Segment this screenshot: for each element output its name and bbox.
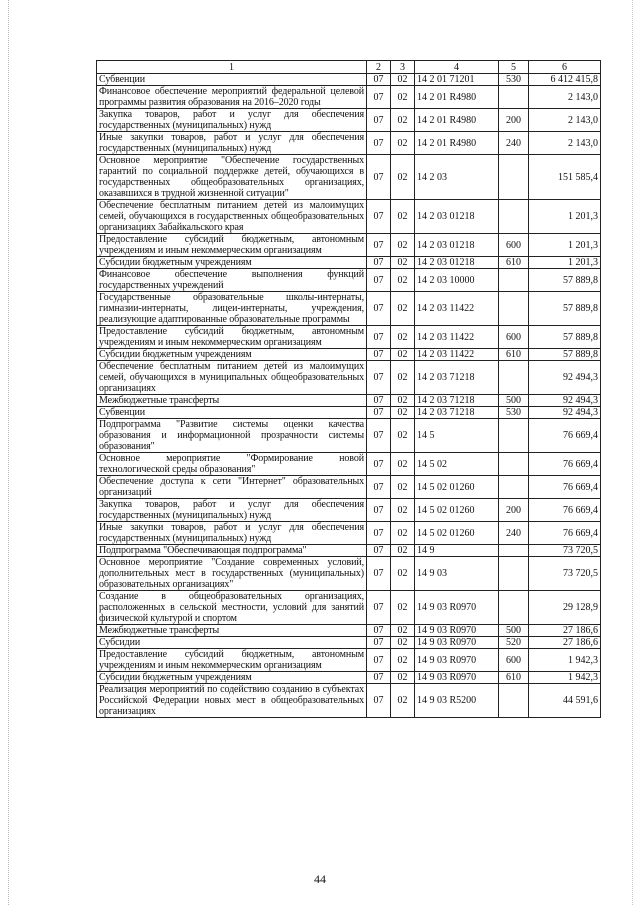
row-name: Государственные образовательные школы-интернаты, гимназии-интернаты, лицеи-интернаты, учреждения, реализующие адаптированные образовательные программы <box>97 292 367 326</box>
row-name: Субсидии бюджетным учреждениям <box>97 672 367 684</box>
row-amount: 76 669,4 <box>529 476 601 499</box>
table-row <box>97 684 601 718</box>
row-name: Предоставление субсидий бюджетным, автономным учреждениям и иным некоммерческим организациям <box>97 234 367 257</box>
row-section: 07 <box>367 257 391 269</box>
row-target-code: 14 9 03 R0970 <box>415 625 499 637</box>
row-amount: 27 186,6 <box>529 637 601 649</box>
row-expense-type: 610 <box>499 257 529 269</box>
row-target-code: 14 2 03 71218 <box>415 395 499 407</box>
row-section: 07 <box>367 545 391 557</box>
row-section: 07 <box>367 684 391 718</box>
row-amount: 1 201,3 <box>529 200 601 234</box>
row-section: 07 <box>367 672 391 684</box>
row-amount: 73 720,5 <box>529 557 601 591</box>
row-expense-type <box>499 200 529 234</box>
row-expense-type <box>499 292 529 326</box>
row-name: Иные закупки товаров, работ и услуг для обеспечения государственных (муниципальных) нужд <box>97 522 367 545</box>
table-row <box>97 269 601 292</box>
row-target-code: 14 9 <box>415 545 499 557</box>
row-subsection: 02 <box>391 86 415 109</box>
row-target-code: 14 2 01 R4980 <box>415 86 499 109</box>
table-row <box>97 257 601 269</box>
row-section: 07 <box>367 395 391 407</box>
row-subsection: 02 <box>391 545 415 557</box>
table-row <box>97 476 601 499</box>
row-subsection: 02 <box>391 407 415 419</box>
row-subsection: 02 <box>391 200 415 234</box>
row-section: 07 <box>367 292 391 326</box>
col-header-3: 3 <box>391 61 415 74</box>
table-row <box>97 419 601 453</box>
budget-table <box>96 60 601 718</box>
row-target-code: 14 2 03 11422 <box>415 349 499 361</box>
row-name: Основное мероприятие "Создание современных условий, дополнительных мест в государственных (муниципальных) образовательных организациях" <box>97 557 367 591</box>
row-subsection: 02 <box>391 132 415 155</box>
table-row <box>97 349 601 361</box>
row-amount: 44 591,6 <box>529 684 601 718</box>
table-row <box>97 132 601 155</box>
row-target-code: 14 2 01 R4980 <box>415 109 499 132</box>
row-subsection: 02 <box>391 361 415 395</box>
row-section: 07 <box>367 407 391 419</box>
row-name: Иные закупки товаров, работ и услуг для обеспечения государственных (муниципальных) нужд <box>97 132 367 155</box>
row-expense-type: 530 <box>499 407 529 419</box>
row-expense-type: 520 <box>499 637 529 649</box>
row-target-code: 14 2 03 01218 <box>415 234 499 257</box>
row-subsection: 02 <box>391 292 415 326</box>
row-expense-type <box>499 361 529 395</box>
row-section: 07 <box>367 361 391 395</box>
row-target-code: 14 9 03 R0970 <box>415 591 499 625</box>
row-expense-type <box>499 545 529 557</box>
row-target-code: 14 9 03 R5200 <box>415 684 499 718</box>
row-section: 07 <box>367 419 391 453</box>
row-expense-type: 240 <box>499 132 529 155</box>
table-row <box>97 361 601 395</box>
row-section: 07 <box>367 155 391 200</box>
row-amount: 57 889,8 <box>529 349 601 361</box>
row-amount: 2 143,0 <box>529 86 601 109</box>
row-subsection: 02 <box>391 637 415 649</box>
row-name: Закупка товаров, работ и услуг для обеспечения государственных (муниципальных) нужд <box>97 499 367 522</box>
row-target-code: 14 2 03 01218 <box>415 257 499 269</box>
table-row <box>97 86 601 109</box>
row-expense-type: 500 <box>499 625 529 637</box>
row-amount: 6 412 415,8 <box>529 74 601 86</box>
row-target-code: 14 2 01 71201 <box>415 74 499 86</box>
row-amount: 151 585,4 <box>529 155 601 200</box>
row-name: Подпрограмма "Развитие системы оценки качества образования и информационной прозрачности системы образования" <box>97 419 367 453</box>
row-section: 07 <box>367 557 391 591</box>
row-subsection: 02 <box>391 684 415 718</box>
row-subsection: 02 <box>391 476 415 499</box>
page-number: 44 <box>314 872 326 886</box>
row-section: 07 <box>367 74 391 86</box>
row-target-code: 14 9 03 R0970 <box>415 672 499 684</box>
table-row <box>97 625 601 637</box>
row-name: Межбюджетные трансферты <box>97 625 367 637</box>
row-name: Подпрограмма "Обеспечивающая подпрограмма" <box>97 545 367 557</box>
row-name: Субсидии бюджетным учреждениям <box>97 349 367 361</box>
row-subsection: 02 <box>391 453 415 476</box>
col-header-2: 2 <box>367 61 391 74</box>
row-target-code: 14 2 03 10000 <box>415 269 499 292</box>
row-name: Обеспечение доступа к сети "Интернет" образовательных организаций <box>97 476 367 499</box>
row-expense-type: 610 <box>499 349 529 361</box>
col-header-4: 4 <box>415 61 499 74</box>
row-expense-type <box>499 557 529 591</box>
table-row <box>97 499 601 522</box>
table-row <box>97 545 601 557</box>
row-name: Субвенции <box>97 74 367 86</box>
row-section: 07 <box>367 132 391 155</box>
row-section: 07 <box>367 637 391 649</box>
row-name: Предоставление субсидий бюджетным, автономным учреждениям и иным некоммерческим организациям <box>97 326 367 349</box>
table-row <box>97 591 601 625</box>
row-name: Субсидии бюджетным учреждениям <box>97 257 367 269</box>
table-header-row <box>97 61 601 74</box>
row-amount: 76 669,4 <box>529 419 601 453</box>
row-target-code: 14 2 03 11422 <box>415 326 499 349</box>
row-section: 07 <box>367 453 391 476</box>
table-row <box>97 557 601 591</box>
row-target-code: 14 5 02 <box>415 453 499 476</box>
row-subsection: 02 <box>391 419 415 453</box>
row-target-code: 14 2 03 71218 <box>415 361 499 395</box>
row-expense-type: 200 <box>499 499 529 522</box>
row-section: 07 <box>367 109 391 132</box>
row-subsection: 02 <box>391 155 415 200</box>
row-expense-type <box>499 155 529 200</box>
row-amount: 57 889,8 <box>529 269 601 292</box>
row-target-code: 14 5 02 01260 <box>415 499 499 522</box>
row-amount: 1 942,3 <box>529 649 601 672</box>
row-amount: 2 143,0 <box>529 132 601 155</box>
row-target-code: 14 2 03 <box>415 155 499 200</box>
row-name: Обеспечение бесплатным питанием детей из малоимущих семей, обучающихся в государственных общеобразовательных организациях Забайкальского края <box>97 200 367 234</box>
row-amount: 27 186,6 <box>529 625 601 637</box>
row-expense-type <box>499 476 529 499</box>
row-target-code: 14 2 03 11422 <box>415 292 499 326</box>
row-subsection: 02 <box>391 649 415 672</box>
row-subsection: 02 <box>391 591 415 625</box>
row-section: 07 <box>367 499 391 522</box>
row-subsection: 02 <box>391 557 415 591</box>
row-target-code: 14 5 02 01260 <box>415 476 499 499</box>
table-row <box>97 292 601 326</box>
row-name: Основное мероприятие "Формирование новой технологической среды образования" <box>97 453 367 476</box>
row-expense-type: 530 <box>499 74 529 86</box>
row-section: 07 <box>367 522 391 545</box>
row-amount: 92 494,3 <box>529 407 601 419</box>
row-name: Субсидии <box>97 637 367 649</box>
row-name: Создание в общеобразовательных организациях, расположенных в сельской местности, условий для занятий физической культурой и спортом <box>97 591 367 625</box>
table-row <box>97 109 601 132</box>
scan-edge-left <box>8 0 10 905</box>
row-section: 07 <box>367 349 391 361</box>
row-subsection: 02 <box>391 234 415 257</box>
row-target-code: 14 9 03 R0970 <box>415 649 499 672</box>
row-amount: 1 201,3 <box>529 234 601 257</box>
row-subsection: 02 <box>391 326 415 349</box>
row-subsection: 02 <box>391 522 415 545</box>
table-row <box>97 453 601 476</box>
table-row <box>97 522 601 545</box>
row-expense-type <box>499 86 529 109</box>
row-amount: 29 128,9 <box>529 591 601 625</box>
row-expense-type <box>499 684 529 718</box>
row-amount: 1 942,3 <box>529 672 601 684</box>
row-section: 07 <box>367 200 391 234</box>
row-subsection: 02 <box>391 349 415 361</box>
table-row <box>97 326 601 349</box>
row-expense-type: 600 <box>499 326 529 349</box>
row-section: 07 <box>367 591 391 625</box>
table-row <box>97 672 601 684</box>
row-subsection: 02 <box>391 672 415 684</box>
row-target-code: 14 9 03 <box>415 557 499 591</box>
row-section: 07 <box>367 649 391 672</box>
row-name: Обеспечение бесплатным питанием детей из малоимущих семей, обучающихся в муниципальных общеобразовательных организациях <box>97 361 367 395</box>
row-name: Закупка товаров, работ и услуг для обеспечения государственных (муниципальных) нужд <box>97 109 367 132</box>
row-section: 07 <box>367 476 391 499</box>
row-amount: 76 669,4 <box>529 522 601 545</box>
table-row <box>97 155 601 200</box>
row-expense-type: 600 <box>499 234 529 257</box>
row-subsection: 02 <box>391 269 415 292</box>
col-header-6: 6 <box>529 61 601 74</box>
row-amount: 76 669,4 <box>529 453 601 476</box>
row-amount: 76 669,4 <box>529 499 601 522</box>
table-body <box>97 74 601 718</box>
table-row <box>97 407 601 419</box>
row-name: Субвенции <box>97 407 367 419</box>
row-expense-type: 200 <box>499 109 529 132</box>
row-target-code: 14 5 02 01260 <box>415 522 499 545</box>
row-subsection: 02 <box>391 109 415 132</box>
row-section: 07 <box>367 326 391 349</box>
row-name: Основное мероприятие "Обеспечение государственных гарантий по социальной поддержке детей, обучающихся в государственных общеобразовательных организациях, оказавшихся в трудной жизненной ситуации" <box>97 155 367 200</box>
row-name: Межбюджетные трансферты <box>97 395 367 407</box>
row-target-code: 14 2 01 R4980 <box>415 132 499 155</box>
row-subsection: 02 <box>391 395 415 407</box>
col-header-5: 5 <box>499 61 529 74</box>
row-amount: 92 494,3 <box>529 361 601 395</box>
row-expense-type <box>499 419 529 453</box>
row-subsection: 02 <box>391 74 415 86</box>
row-name: Финансовое обеспечение выполнения функций государственных учреждений <box>97 269 367 292</box>
row-name: Предоставление субсидий бюджетным, автономным учреждениям и иным некоммерческим организациям <box>97 649 367 672</box>
row-expense-type <box>499 453 529 476</box>
row-expense-type: 600 <box>499 649 529 672</box>
row-section: 07 <box>367 86 391 109</box>
table-row <box>97 234 601 257</box>
row-target-code: 14 2 03 71218 <box>415 407 499 419</box>
row-subsection: 02 <box>391 499 415 522</box>
row-target-code: 14 9 03 R0970 <box>415 637 499 649</box>
row-expense-type: 240 <box>499 522 529 545</box>
table-row <box>97 200 601 234</box>
row-expense-type <box>499 591 529 625</box>
table-row <box>97 637 601 649</box>
row-amount: 92 494,3 <box>529 395 601 407</box>
table-row <box>97 649 601 672</box>
row-target-code: 14 5 <box>415 419 499 453</box>
row-expense-type: 610 <box>499 672 529 684</box>
row-amount: 2 143,0 <box>529 109 601 132</box>
row-section: 07 <box>367 234 391 257</box>
row-amount: 1 201,3 <box>529 257 601 269</box>
row-amount: 57 889,8 <box>529 326 601 349</box>
row-amount: 73 720,5 <box>529 545 601 557</box>
row-amount: 57 889,8 <box>529 292 601 326</box>
row-section: 07 <box>367 269 391 292</box>
scan-edge-right <box>632 0 634 905</box>
row-subsection: 02 <box>391 257 415 269</box>
row-section: 07 <box>367 625 391 637</box>
row-name: Реализация мероприятий по содействию созданию в субъектах Российской Федерации новых мест в общеобразовательных организациях <box>97 684 367 718</box>
row-expense-type <box>499 269 529 292</box>
row-subsection: 02 <box>391 625 415 637</box>
row-target-code: 14 2 03 01218 <box>415 200 499 234</box>
table-row <box>97 74 601 86</box>
row-expense-type: 500 <box>499 395 529 407</box>
table-row <box>97 395 601 407</box>
row-name: Финансовое обеспечение мероприятий федеральной целевой программы развития образования на 2016–2020 годы <box>97 86 367 109</box>
col-header-1: 1 <box>97 61 367 74</box>
